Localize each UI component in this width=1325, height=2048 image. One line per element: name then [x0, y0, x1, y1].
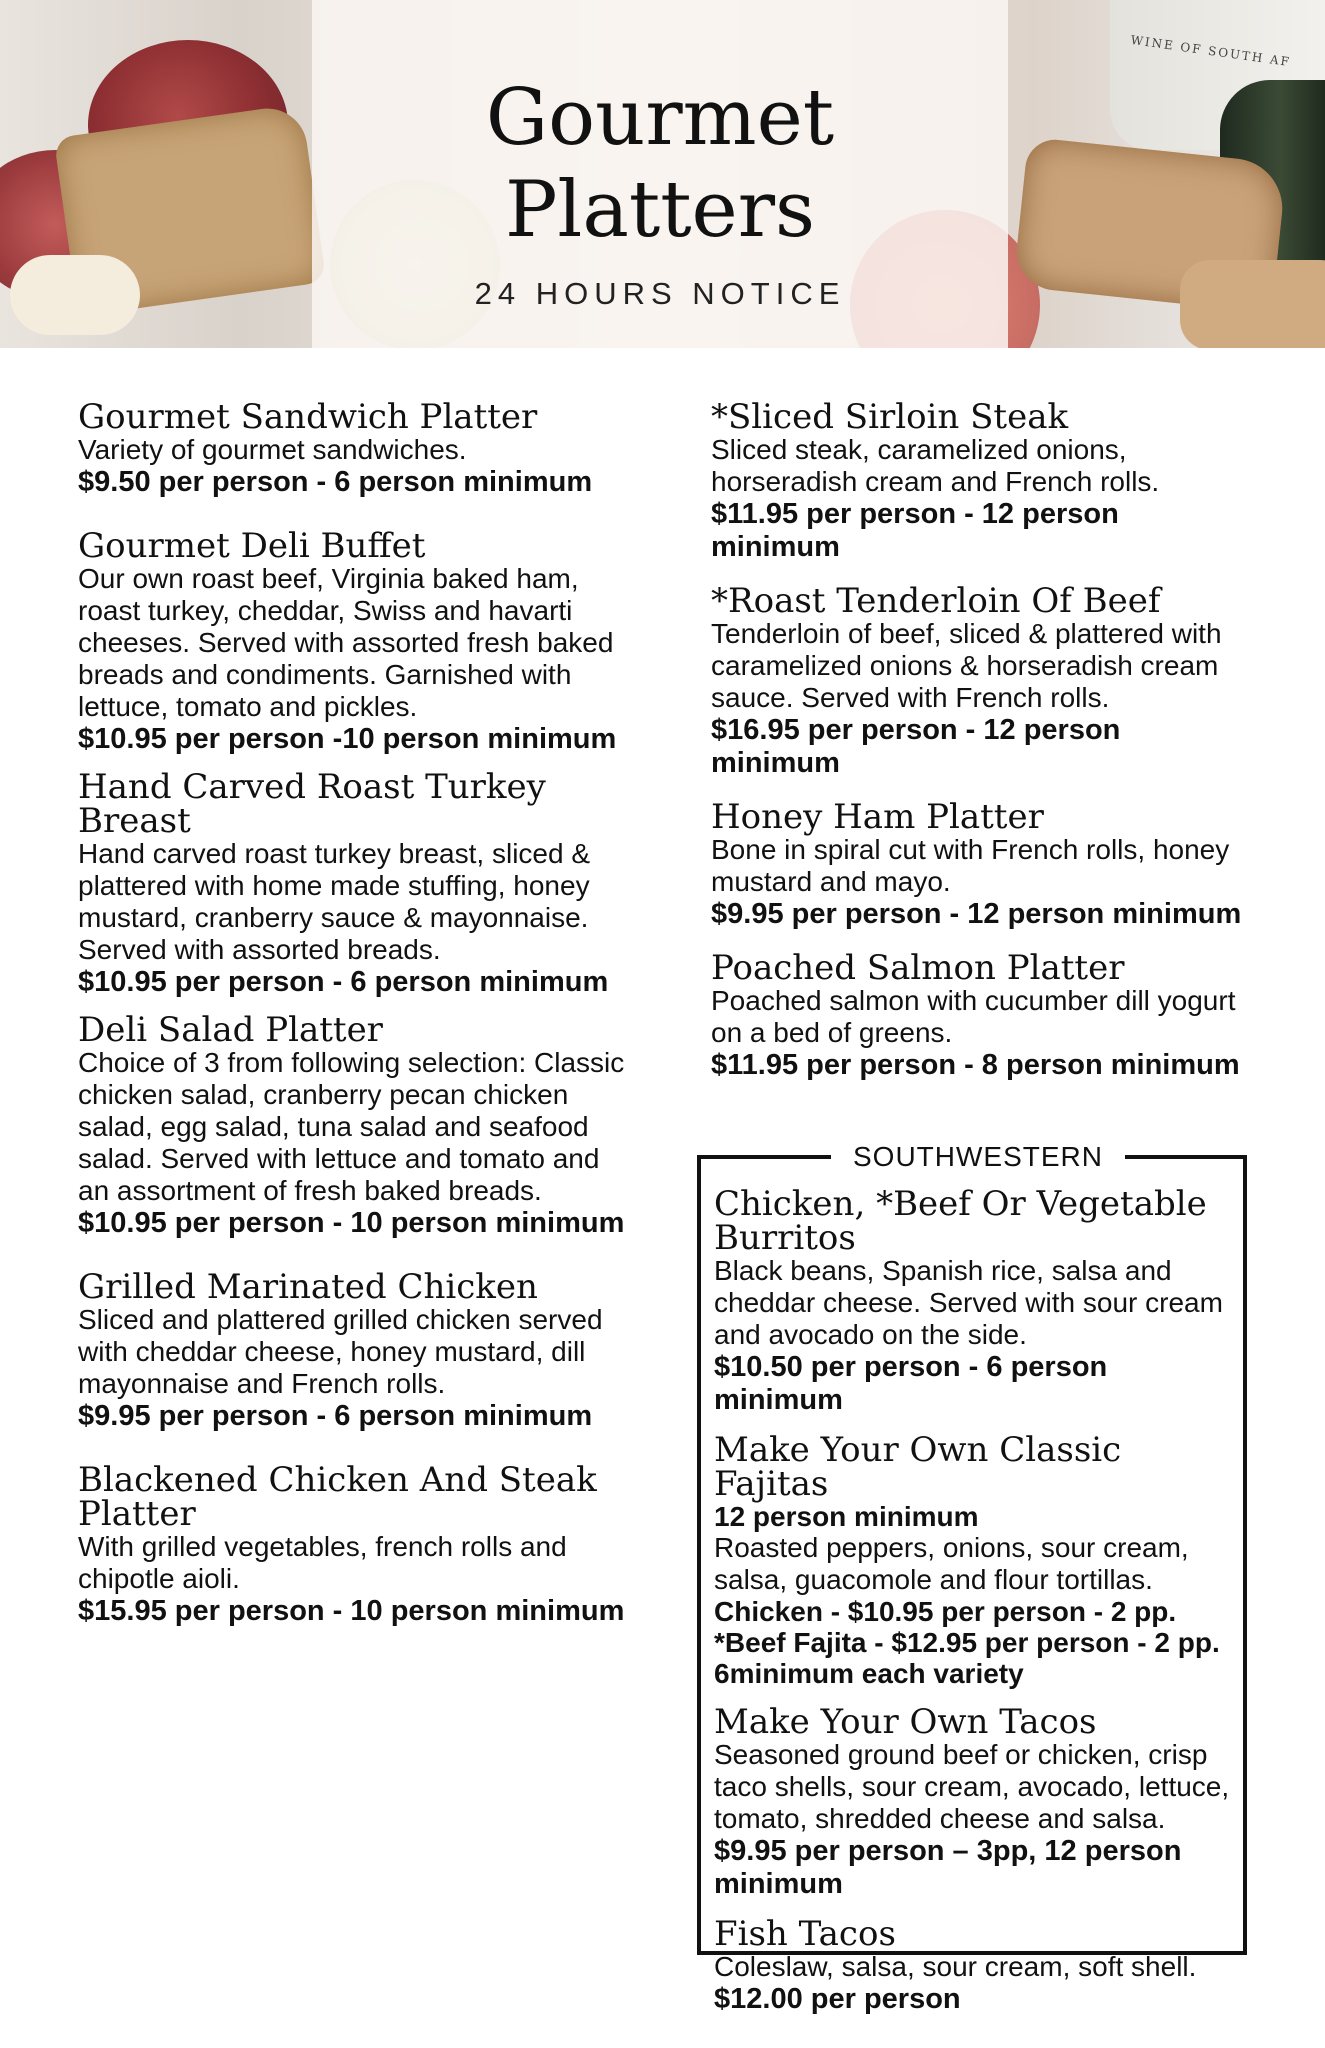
- item-description: Poached salmon with cucumber dill yogurt on a bed of greens.: [711, 985, 1236, 1048]
- title-line-2: Platters: [504, 165, 816, 255]
- menu-item-deli-salad: [78, 1010, 638, 1240]
- item-name: Honey Ham Platter: [711, 797, 1044, 837]
- item-description: Roasted peppers, onions, sour cream, salsa, guacomole and flour tortillas.: [714, 1532, 1189, 1595]
- section-label: SOUTHWESTERN: [831, 1141, 1125, 1173]
- menu-item-roast-turkey: [78, 767, 638, 999]
- menu-item-blackened-chicken-steak: [78, 1460, 638, 1628]
- item-description: Choice of 3 from following selection: Classic chicken salad, cranberry pecan chicken salad, egg salad, tuna salad and seafood salad. Served with lettuce and tomato and an assortment of fresh baked breads.: [78, 1047, 625, 1206]
- southwestern-section: [697, 1141, 1247, 2015]
- item-name: Grilled Marinated Chicken: [78, 1267, 538, 1307]
- item-price: $9.95 per person - 12 person minimum: [711, 898, 1242, 930]
- item-name: Deli Salad Platter: [78, 1010, 383, 1050]
- menu-item-grilled-chicken: [78, 1267, 638, 1433]
- bread-slice-image: [1180, 260, 1325, 348]
- item-description: Our own roast beef, Virginia baked ham, roast turkey, cheddar, Swiss and havarti cheeses. Served with assorted fresh baked breads and condiments. Garnished with lettuce, tomato and pickles.: [78, 563, 614, 722]
- item-name: *Sliced Sirloin Steak: [711, 397, 1069, 437]
- menu-item-deli-buffet: [78, 526, 638, 756]
- item-description: Seasoned ground beef or chicken, crisp taco shells, sour cream, avocado, lettuce, tomato, shredded cheese and salsa.: [714, 1739, 1230, 1834]
- item-description: Sliced steak, caramelized onions, horseradish cream and French rolls.: [711, 434, 1160, 497]
- item-price-beef: *Beef Fajita - $12.95 per person - 2 pp. 6minimum each variety: [714, 1627, 1220, 1689]
- item-price: $11.95 per person - 8 person minimum: [711, 1049, 1240, 1081]
- item-price: $9.95 per person - 6 person minimum: [78, 1400, 593, 1432]
- item-name: Blackened Chicken And Steak Platter: [78, 1460, 597, 1534]
- item-minimum: 12 person minimum: [714, 1501, 979, 1532]
- item-name: Hand Carved Roast Turkey Breast: [78, 767, 546, 841]
- item-description: Tenderloin of beef, sliced & plattered with caramelized onions & horseradish cream sauce. Served with French rolls.: [711, 618, 1222, 713]
- item-price-chicken: Chicken - $10.95 per person - 2 pp.: [714, 1596, 1177, 1627]
- item-price: $11.95 per person - 12 person minimum: [711, 498, 1119, 563]
- right-menu-column: [711, 397, 1251, 1082]
- item-name: Gourmet Sandwich Platter: [78, 397, 538, 437]
- item-description: Bone in spiral cut with French rolls, honey mustard and mayo.: [711, 834, 1230, 897]
- item-description: Coleslaw, salsa, sour cream, soft shell.: [714, 1951, 1197, 1982]
- item-name: *Roast Tenderloin Of Beef: [711, 581, 1161, 621]
- hero-banner: [0, 0, 1325, 348]
- item-description: Black beans, Spanish rice, salsa and cheddar cheese. Served with sour cream and avocado on the side.: [714, 1255, 1223, 1350]
- item-name: Gourmet Deli Buffet: [78, 526, 426, 566]
- menu-item-burritos: [714, 1184, 1244, 1417]
- menu-item-tenderloin: [711, 581, 1251, 780]
- item-description: Hand carved roast turkey breast, sliced & plattered with home made stuffing, honey mustard, cranberry sauce & mayonnaise. Served with assorted breads.: [78, 838, 591, 965]
- item-price: $12.00 per person: [714, 1983, 961, 2015]
- item-name: Chicken, *Beef Or Vegetable Burritos: [714, 1184, 1207, 1258]
- title-line-1: Gourmet: [485, 73, 835, 163]
- item-price: $10.95 per person - 6 person minimum: [78, 966, 609, 998]
- menu-item-fajitas: [714, 1430, 1244, 1689]
- item-price: $9.95 per person – 3pp, 12 person minimum: [714, 1835, 1182, 1900]
- item-name: Make Your Own Tacos: [714, 1702, 1097, 1742]
- page-title: [312, 72, 1008, 256]
- notice-subtitle: 24 HOURS NOTICE: [474, 276, 846, 311]
- item-description: Sliced and plattered grilled chicken served with cheddar cheese, honey mustard, dill mayonnaise and French rolls.: [78, 1304, 603, 1399]
- item-price: $10.50 per person - 6 person minimum: [714, 1351, 1108, 1416]
- item-name: Make Your Own Classic Fajitas: [714, 1430, 1122, 1504]
- menu-item-honey-ham: [711, 797, 1251, 931]
- southwestern-items: [714, 1184, 1244, 2016]
- wine-bottle-label: WINE OF SOUTH AF: [1129, 32, 1292, 70]
- item-price: $10.95 per person - 10 person minimum: [78, 1207, 625, 1239]
- item-price: $16.95 per person - 12 person minimum: [711, 714, 1121, 779]
- item-price: $15.95 per person - 10 person minimum: [78, 1595, 625, 1627]
- menu-item-sirloin-steak: [711, 397, 1251, 564]
- menu-item-sandwich-platter: [78, 397, 638, 499]
- menu-item-fish-tacos: [714, 1914, 1244, 2016]
- item-description: With grilled vegetables, french rolls and chipotle aioli.: [78, 1531, 567, 1594]
- item-description: Variety of gourmet sandwiches.: [78, 434, 467, 465]
- menu-item-tacos: [714, 1702, 1244, 1901]
- item-name: Poached Salmon Platter: [711, 948, 1125, 988]
- brie-cheese-image: [10, 255, 140, 335]
- menu-item-poached-salmon: [711, 948, 1251, 1082]
- item-price: $9.50 per person - 6 person minimum: [78, 466, 593, 498]
- item-name: Fish Tacos: [714, 1914, 896, 1954]
- item-price: $10.95 per person -10 person minimum: [78, 723, 617, 755]
- left-menu-column: [78, 397, 638, 1628]
